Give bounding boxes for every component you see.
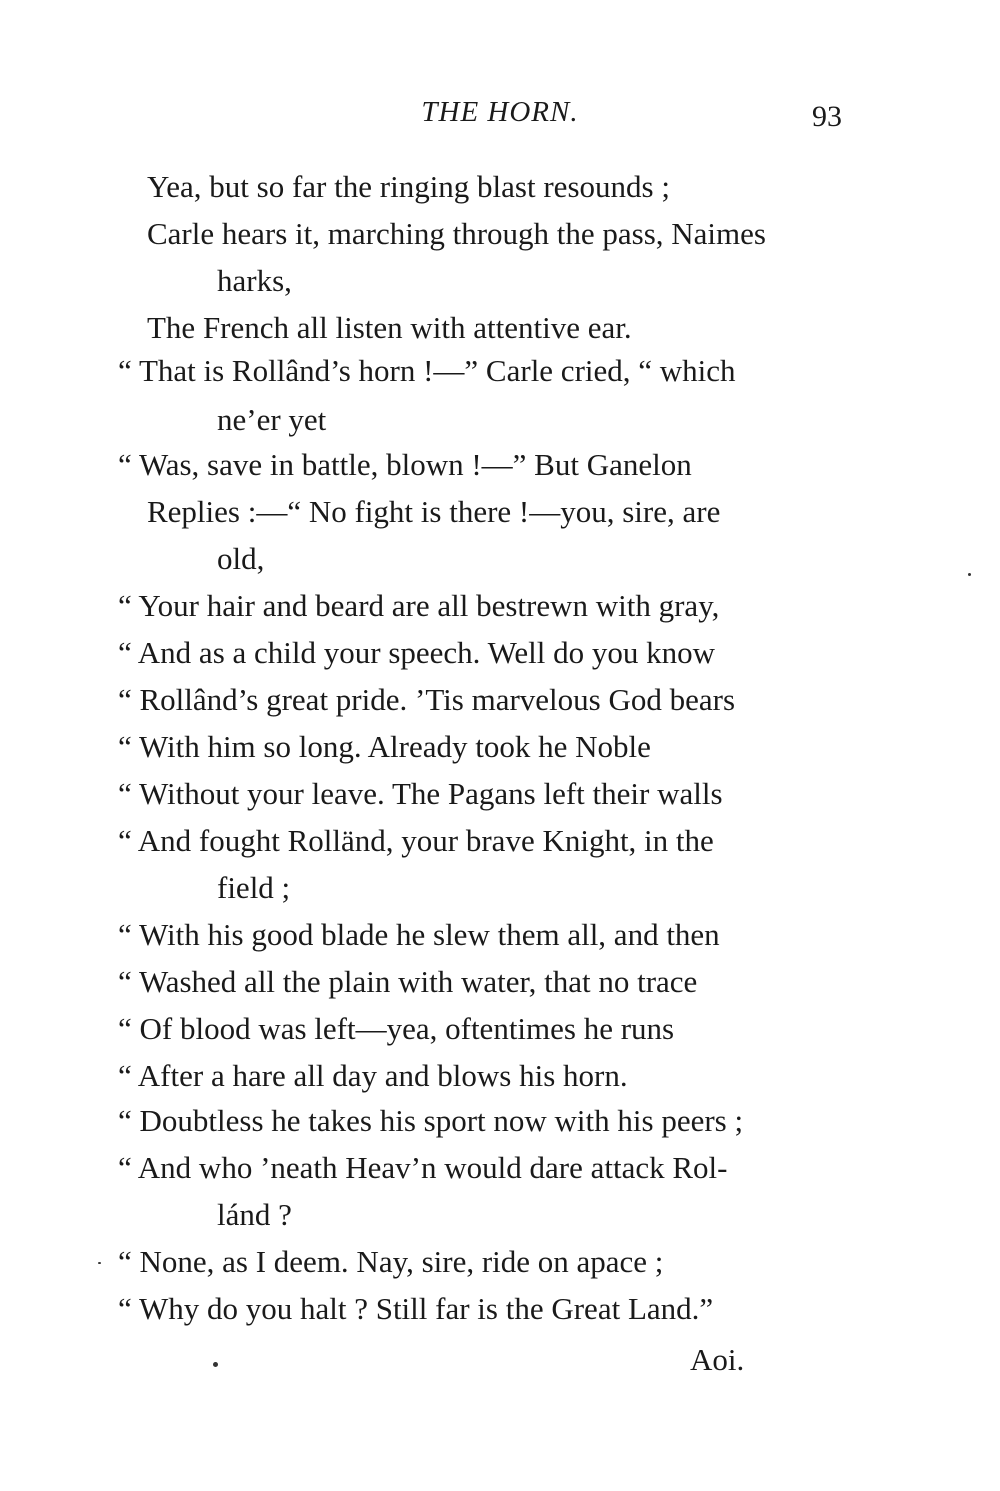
poem-line: “ Why do you halt ? Still far is the Great Land.” bbox=[118, 1291, 714, 1326]
poem-line: “ None, as I deem. Nay, sire, ride on apace ; bbox=[118, 1244, 664, 1279]
poem-line: “ Rollând’s great pride. ’Tis marvelous God bears bbox=[118, 682, 736, 717]
running-title: THE HORN. bbox=[421, 96, 579, 128]
poem-line: Carle hears it, marching through the pass, Naimes bbox=[147, 216, 766, 251]
poem-line: Yea, but so far the ringing blast resounds ; bbox=[147, 169, 670, 204]
poem-line: Replies :—“ No fight is there !—you, sire, are bbox=[147, 494, 721, 529]
poem-line: “ Your hair and beard are all bestrewn with gray, bbox=[118, 588, 720, 623]
poem-line-continuation: field ; bbox=[217, 870, 291, 905]
poem-line: “ Doubtless he takes his sport now with his peers ; bbox=[118, 1103, 744, 1138]
ink-speck bbox=[213, 1362, 218, 1367]
poem-line: “ And fought Rolländ, your brave Knight, in the bbox=[118, 823, 714, 858]
ink-speck bbox=[968, 573, 971, 576]
page-number: 93 bbox=[812, 100, 842, 133]
poem-line: “ And as a child your speech. Well do you know bbox=[118, 635, 716, 670]
poem-line: “ And who ’neath Heav’n would dare attack Rol- bbox=[118, 1150, 728, 1185]
poem-line-continuation: old, bbox=[217, 541, 265, 576]
poem-line: “ After a hare all day and blows his horn. bbox=[118, 1058, 628, 1093]
poem-line: “ Of blood was left—yea, oftentimes he runs bbox=[118, 1011, 675, 1046]
poem-line-continuation: lánd ? bbox=[217, 1197, 292, 1232]
ink-speck bbox=[98, 1262, 101, 1264]
poem-line-continuation: harks, bbox=[217, 263, 292, 298]
poem-line: “ With his good blade he slew them all, and then bbox=[118, 917, 720, 952]
poem-line: “ Was, save in battle, blown !—” But Ganelon bbox=[118, 447, 692, 482]
poem-line: “ With him so long. Already took he Noble bbox=[118, 729, 651, 764]
poem-line: The French all listen with attentive ear. bbox=[147, 310, 632, 345]
poem-line: “ That is Rollând’s horn !—” Carle cried, “ which bbox=[118, 353, 736, 388]
poem-line-continuation: ne’er yet bbox=[217, 402, 327, 437]
poem-line: “ Washed all the plain with water, that no trace bbox=[118, 964, 698, 999]
poem-line: “ Without your leave. The Pagans left their walls bbox=[118, 776, 723, 811]
verse-end-marker: Aoi. bbox=[690, 1342, 745, 1377]
